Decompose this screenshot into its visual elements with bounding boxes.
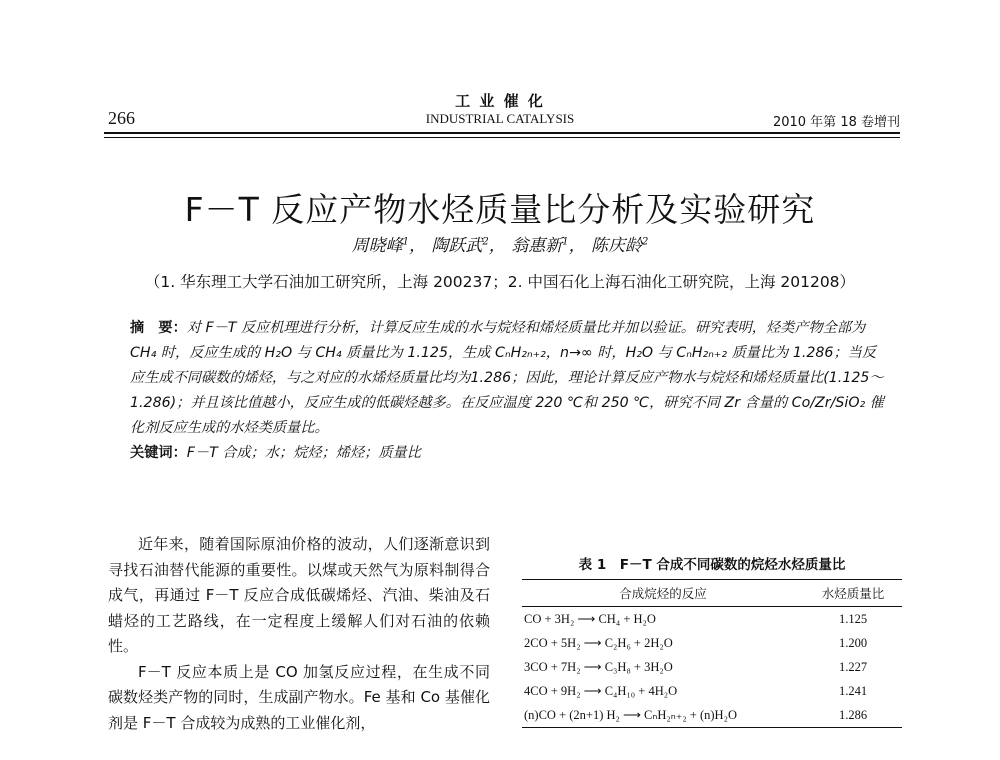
reaction-cell: (n)CO + (2n+1) H₂ ⟶ CₙH₂ₙ₊₂ + (n)H₂O (524, 708, 737, 722)
reaction-cell: 2CO + 5H₂ ⟶ C₂H₆ + 2H₂O (524, 636, 673, 650)
abstract-paragraph (130, 316, 890, 441)
table-row (522, 703, 902, 728)
issue-label: 2010 年第 18 卷增刊 (772, 115, 900, 130)
ratio-cell: 1.286 (838, 707, 868, 722)
ratio-cell: 1.241 (838, 683, 868, 698)
page-number: 266 (108, 108, 135, 128)
abstract-label: 摘 要： (130, 320, 187, 336)
affiliation: （1. 华东理工大学石油加工研究所，上海 200237；2. 中国石化上海石油化工研究院，上海 201208） (144, 273, 856, 291)
column-header-reaction: 合成烷烃的反应 (619, 586, 707, 601)
reaction-cell: 3CO + 7H₂ ⟶ C₃H₈ + 3H₂O (524, 660, 673, 674)
journal-title-en: INDUSTRIAL CATALYSIS (425, 111, 575, 126)
author-list (0, 231, 1000, 256)
body-column-left (108, 532, 490, 736)
table-row (522, 679, 902, 703)
table-caption: 表 1 F－T 合成不同碳数的烷烃水烃质量比 (578, 557, 846, 573)
keywords-label: 关键词： (130, 445, 187, 461)
ratio-cell: 1.200 (838, 635, 868, 650)
abstract-block (130, 316, 890, 466)
table-header-row (522, 580, 902, 607)
column-header-ratio: 水烃质量比 (821, 586, 885, 601)
header-rule-thin (104, 137, 900, 138)
author: 翁惠新$^1$， (511, 236, 586, 256)
journal-title-cn: 工 业 催 化 (455, 92, 545, 110)
abstract-text: 对 F－T 反应机理进行分析，计算反应生成的水与烷烃和烯烃质量比并加以验证。研究表明，烃类产物全部为 CH₄ 时，反应生成的 H₂O 与 CH₄ 质量比为 1.125，生成 CₙH₂ₙ₊₂，n→∞ 时，H₂O 与 CₙH₂ₙ₊₂ 质量比为 1.286；当反应生成不同碳数的烯烃，与之对应的水烯烃质量比均为1.286；因此，理论计算反应产物水与烷烃和烯烃质量比(1.125～1.286)；并且该比值越小，反应生成的低碳烃越多。在反应温度 220 ℃和 250 ℃，研究不同 Zr 含量的 Co/Zr/SiO₂ 催化剂反应生成的水烃类质量比。 (130, 320, 884, 436)
author: 陶跃武$^2$， (431, 236, 506, 256)
reaction-cell: 4CO + 9H₂ ⟶ C₄H₁₀ + 4H₂O (524, 684, 678, 698)
author: 陈庆龄$^2$ (590, 236, 649, 256)
table-row (522, 655, 902, 679)
ratio-cell: 1.125 (838, 611, 868, 626)
keywords-line (130, 441, 890, 466)
table-row (522, 631, 902, 655)
author: 周晓峰$^1$， (351, 236, 427, 256)
body-paragraph: 近年来，随着国际原油价格的波动，人们逐渐意识到寻找石油替代能源的重要性。以煤或天然气为原料制得合成气，再通过 F－T 反应合成低碳烯烃、汽油、柴油及石蜡烃的工艺路线，在一定程度上缓解人们对石油的依赖性。 (108, 535, 490, 655)
table-row (522, 607, 902, 632)
body-paragraph: F－T 反应本质上是 CO 加氢反应过程，在生成不同碳数烃类产物的同时，生成副产物水。Fe 基和 Co 基催化剂是 F－T 合成较为成熟的工业催化剂， (108, 662, 490, 732)
reaction-cell: CO + 3H₂ ⟶ CH₄ + H₂O (524, 612, 656, 626)
table-1 (522, 553, 902, 728)
ratio-cell: 1.227 (838, 659, 868, 674)
header-rule-thick (104, 132, 900, 134)
article-title: F－T 反应产物水烃质量比分析及实验研究 (184, 190, 816, 229)
data-table (522, 579, 902, 728)
keywords-text: F－T 合成；水；烷烃；烯烃；质量比 (186, 445, 421, 461)
